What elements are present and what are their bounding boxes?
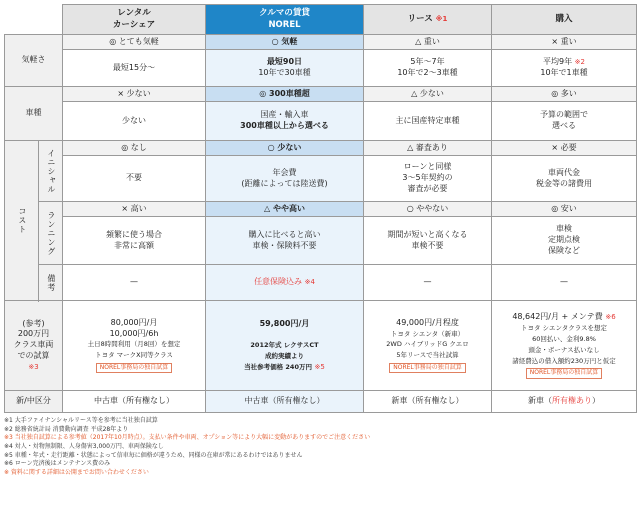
kigaru-value-row bbox=[5, 50, 637, 87]
kigaru-rental-value: 最短15分〜 bbox=[63, 50, 206, 87]
row-label-kubun: 新/中区分 bbox=[5, 391, 63, 413]
lease-estimate-note: NOREL事務局の独自試算 bbox=[389, 363, 466, 373]
initial-norel-value: 年会費 (距離によっては陸送費) bbox=[206, 156, 364, 202]
footnote-7: ※ 資料に関する詳細は公開までお問い合わせください bbox=[4, 469, 149, 477]
kubun-buy-value: 新車（所有権あり） bbox=[492, 391, 637, 413]
shashu-rental-rating: × 少ない bbox=[63, 87, 206, 102]
row-label-biko: 備考 bbox=[39, 265, 63, 301]
running-norel-rating: △ やや高い bbox=[206, 202, 364, 217]
shashu-norel-rating: ◎ 300車種超 bbox=[206, 87, 364, 102]
shashu-value-row bbox=[5, 102, 637, 141]
running-rental-value: 頻繁に使う場合 非常に高額 bbox=[63, 217, 206, 265]
header-row bbox=[5, 5, 637, 35]
running-lease-rating: ○ ややない bbox=[364, 202, 492, 217]
row-label-kigaru: 気軽さ bbox=[5, 35, 63, 87]
comparison-table bbox=[4, 4, 637, 413]
shashu-lease-value: 主に国産特定車種 bbox=[364, 102, 492, 141]
col-header-lease: リース ※1 bbox=[364, 5, 492, 35]
shashu-rating-row bbox=[5, 87, 637, 102]
corner-cell bbox=[5, 5, 63, 35]
footnote-3: ※3 当社独自試算による参考値（2017年10月時点）。支払い条件や車両、オプション等により大幅に変動がありますのでご注意ください bbox=[4, 434, 371, 442]
footnote-1: ※1 大手ファイナンシャルリース等を参考に当社独自試算 bbox=[4, 417, 158, 424]
running-value-row bbox=[5, 217, 637, 265]
buy-estimate-note: NOREL事務局の独自試算 bbox=[526, 368, 603, 378]
footnote-2: ※2 総務省統計局 消費動向調査 平成28年より bbox=[4, 425, 129, 433]
running-rating-row bbox=[5, 202, 637, 217]
footnote-6: ※6 ローン完済後はメンテナンス費のみ bbox=[4, 460, 111, 468]
row-label-shisan: (参考) 200万円 クラス車両 での試算 ※3 bbox=[5, 301, 63, 391]
kubun-rental-value: 中古車（所有権なし） bbox=[63, 391, 206, 413]
kigaru-norel-value: 最短90日 10年で30車種 bbox=[206, 50, 364, 87]
kigaru-buy-value: 平均9年 ※2 10年で1車種 bbox=[492, 50, 637, 87]
footnotes bbox=[4, 417, 636, 478]
initial-buy-value: 車両代金 税金等の諸費用 bbox=[492, 156, 637, 202]
shisan-row bbox=[5, 301, 637, 391]
initial-value-row bbox=[5, 156, 637, 202]
running-lease-value: 期間が短いと高くなる 車検不要 bbox=[364, 217, 492, 265]
running-buy-value: 車検 定期点検 保険など bbox=[492, 217, 637, 265]
initial-norel-rating: ○ 少ない bbox=[206, 141, 364, 156]
biko-norel-value: 任意保険込み ※4 bbox=[206, 265, 364, 301]
rental-estimate-note: NOREL事務局の独自試算 bbox=[96, 363, 173, 373]
shisan-lease-value: 49,000円/月程度 トヨタ シエンタ（新車） 2WD ハイブリッドG クエロ 5年リースで当社試算 NOREL事務局の独自試算 bbox=[364, 301, 492, 391]
comparison-page bbox=[4, 4, 636, 478]
kigaru-buy-rating: × 重い bbox=[492, 35, 637, 50]
biko-lease-value: — bbox=[364, 265, 492, 301]
shashu-buy-value: 予算の範囲で 選べる bbox=[492, 102, 637, 141]
row-label-initial: イニシャル bbox=[39, 141, 63, 202]
running-buy-rating: ◎ 安い bbox=[492, 202, 637, 217]
biko-row bbox=[5, 265, 637, 301]
kigaru-rating-row bbox=[5, 35, 637, 50]
shashu-norel-value: 国産・輸入車 300車種以上から選べる bbox=[206, 102, 364, 141]
col-header-norel: クルマの賃貸 NOREL bbox=[206, 5, 364, 35]
col-header-buy: 購入 bbox=[492, 5, 637, 35]
initial-lease-rating: △ 審査あり bbox=[364, 141, 492, 156]
kubun-norel-value: 中古車（所有権なし） bbox=[206, 391, 364, 413]
initial-rating-row bbox=[5, 141, 637, 156]
biko-rental-value: — bbox=[63, 265, 206, 301]
shisan-norel-value: 59,800円/月 2012年式 レクサスCT 成約実績より 当社参考価格 240万円 ※5 bbox=[206, 301, 364, 391]
kigaru-norel-rating: ○ 気軽 bbox=[206, 35, 364, 50]
biko-buy-value: — bbox=[492, 265, 637, 301]
initial-rental-value: 不要 bbox=[63, 156, 206, 202]
shashu-buy-rating: ◎ 多い bbox=[492, 87, 637, 102]
shashu-rental-value: 少ない bbox=[63, 102, 206, 141]
row-label-shashu: 車種 bbox=[5, 87, 63, 141]
shisan-rental-value: 80,000円/月 10,000円/6h 土日8時間利用（月8回）を想定 トヨタ マークX同等クラス NOREL事務局の独自試算 bbox=[63, 301, 206, 391]
col-header-rental: レンタル カーシェア bbox=[63, 5, 206, 35]
shashu-lease-rating: △ 少ない bbox=[364, 87, 492, 102]
footnote-5: ※5 車種・年式・走行距離・状態によって信車毎に価格が違うため、同様の在庫が常にあるわけではありません bbox=[4, 451, 303, 459]
initial-rental-rating: ◎ なし bbox=[63, 141, 206, 156]
kigaru-rental-rating: ◎ とても気軽 bbox=[63, 35, 206, 50]
row-label-running: ランニング bbox=[39, 202, 63, 265]
running-norel-value: 購入に比べると高い 車検・保険料不要 bbox=[206, 217, 364, 265]
footnote-4: ※4 対人・対物無制限、人身傷害3,000万円、車両保険なし bbox=[4, 443, 164, 451]
kubun-row bbox=[5, 391, 637, 413]
initial-buy-rating: × 必要 bbox=[492, 141, 637, 156]
shisan-buy-value: 48,642円/月 + メンテ費 ※6 トヨタ シエンタクラスを想定 60回払い、金利9.8% 頭金・ボーナス払いなし 諸経費込の借入額約230万円と仮定 NOREL事務局の独自試算 bbox=[492, 301, 637, 391]
running-rental-rating: × 高い bbox=[63, 202, 206, 217]
kigaru-lease-value: 5年〜7年 10年で2〜3車種 bbox=[364, 50, 492, 87]
row-label-cost: コスト bbox=[5, 141, 39, 301]
initial-lease-value: ローンと同様 3〜5年契約の 審査が必要 bbox=[364, 156, 492, 202]
kigaru-lease-rating: △ 重い bbox=[364, 35, 492, 50]
kubun-lease-value: 新車（所有権なし） bbox=[364, 391, 492, 413]
